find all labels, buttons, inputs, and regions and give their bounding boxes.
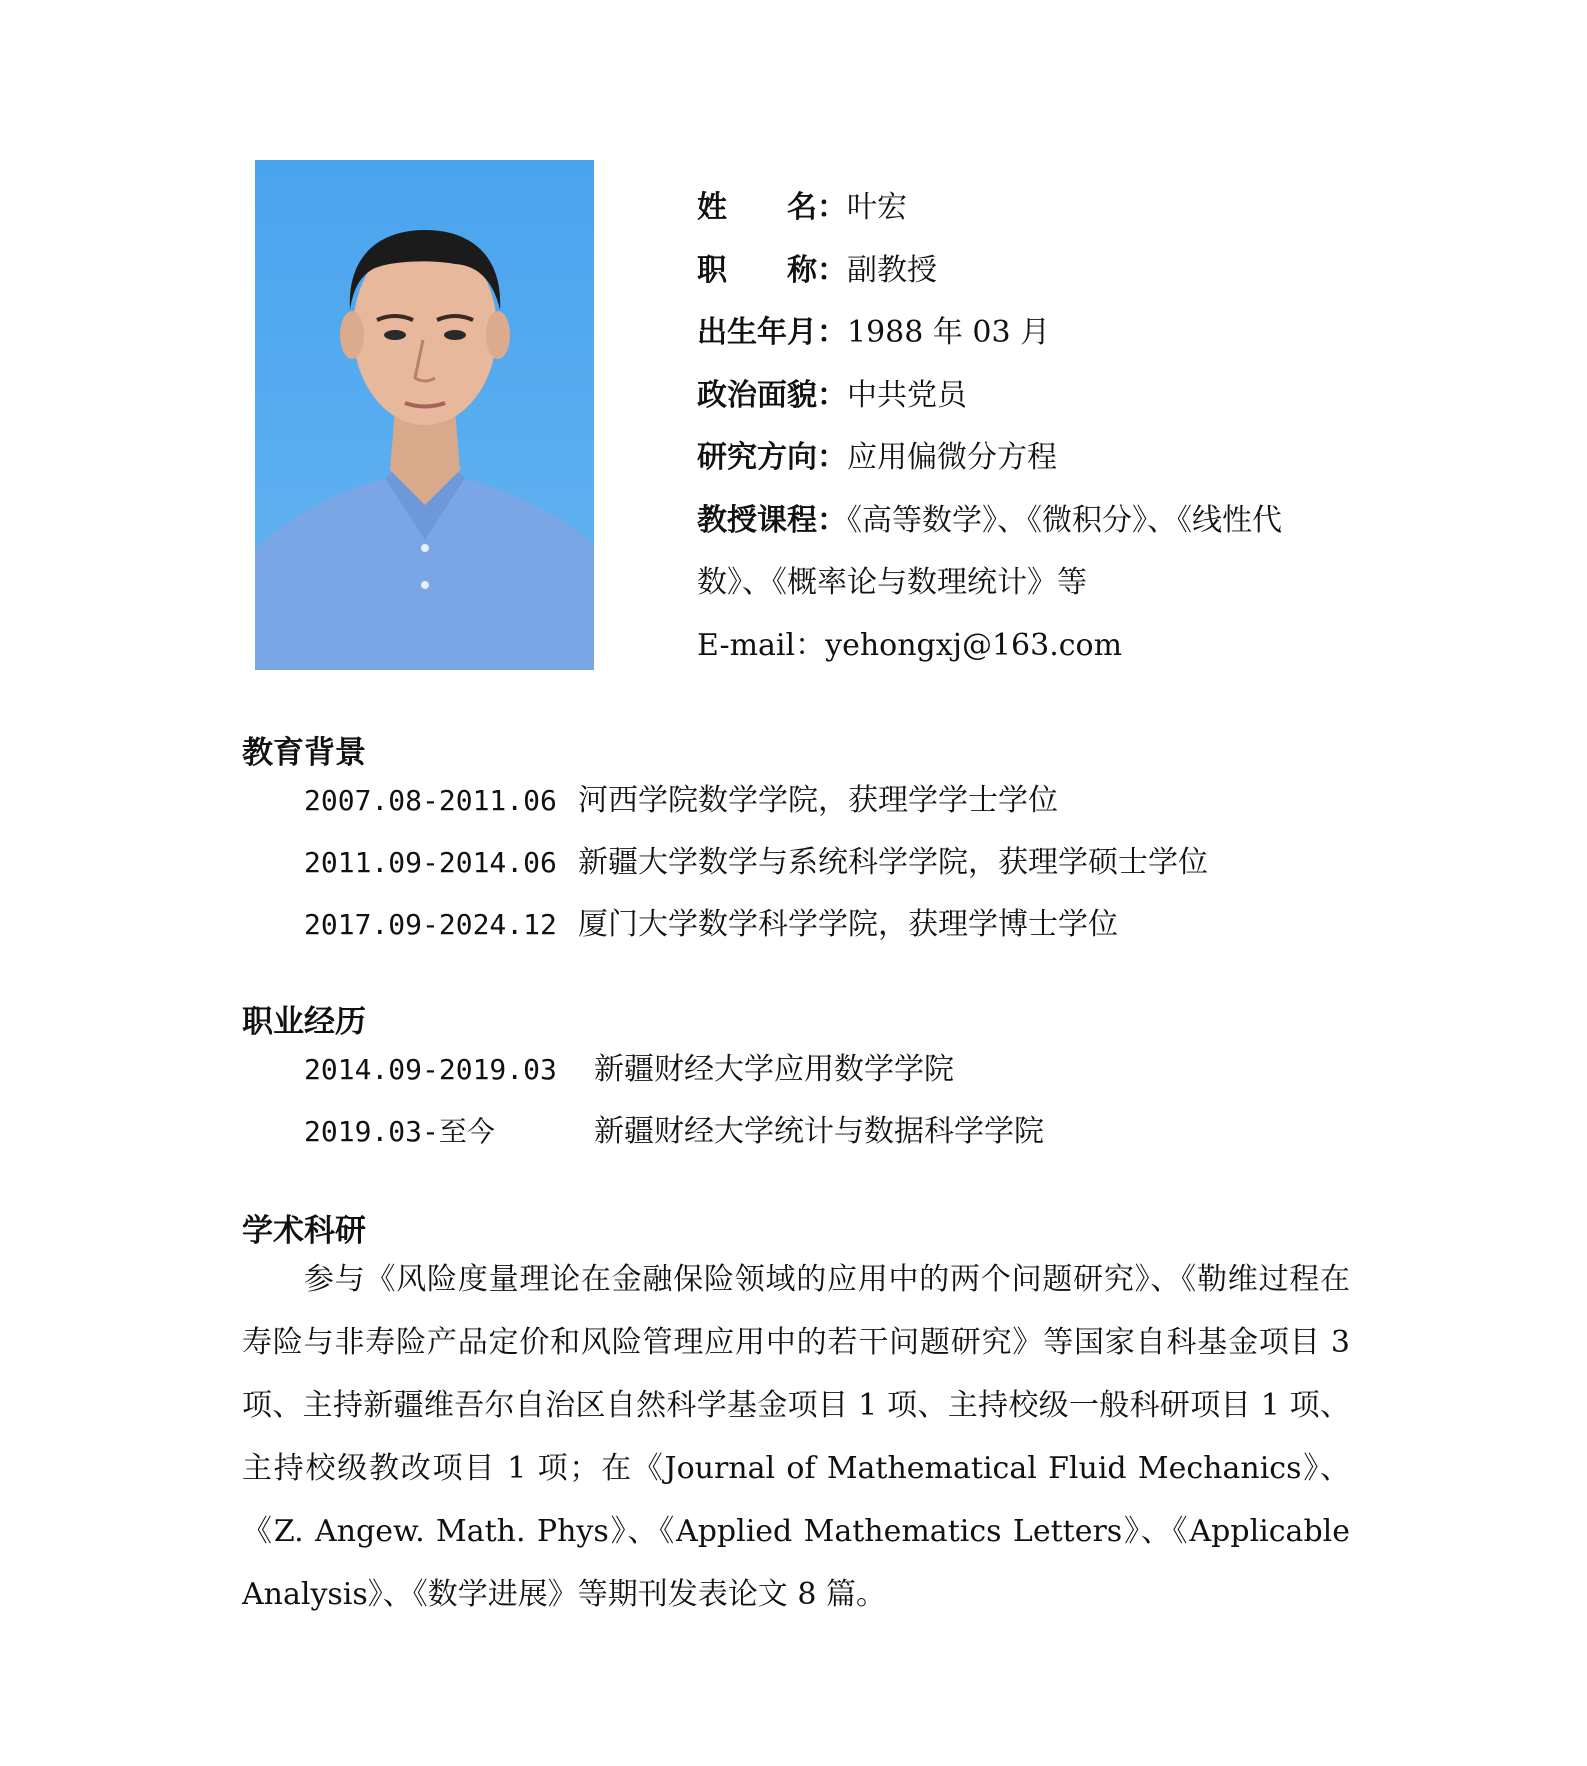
political-row	[697, 365, 1337, 428]
career-heading: 职业经历	[242, 1004, 366, 1040]
title-label-a: 职	[697, 252, 727, 288]
career-item	[304, 1101, 1044, 1163]
name-label-b: 名：	[787, 190, 847, 225]
name-label-a: 姓	[697, 190, 727, 225]
courses-label: 教授课程：	[697, 502, 847, 538]
research-heading: 学术科研	[242, 1213, 366, 1249]
person-portrait-icon	[255, 160, 594, 670]
career-item	[304, 1039, 954, 1101]
career-text: 新疆财经大学统计与数据科学学院	[594, 1114, 1044, 1149]
birth-label: 出生年月：	[697, 315, 847, 350]
name-row	[697, 177, 1337, 240]
education-item	[304, 894, 1118, 956]
name-value: 叶宏	[847, 190, 907, 225]
career-dates: 2019.03-至今	[304, 1115, 495, 1148]
email-value[interactable]: yehongxj@163.com	[825, 627, 1123, 663]
political-value: 中共党员	[847, 377, 967, 413]
title-row	[697, 240, 1337, 303]
education-item	[304, 832, 1208, 894]
email-label: E-mail：	[697, 627, 826, 663]
title-label-b: 称：	[787, 252, 847, 288]
email-row	[697, 615, 1337, 678]
birth-value: 1988 年 03 月	[847, 315, 1051, 350]
research-direction-row	[697, 427, 1337, 490]
education-dates: 2011.09-2014.06	[304, 846, 557, 879]
education-dates: 2007.08-2011.06	[304, 784, 557, 817]
courses-value: 《高等数学》、《微积分》、《线性代数》、《概率论与数理统计》等	[697, 502, 1282, 600]
education-heading: 教育背景	[242, 735, 366, 771]
education-text: 厦门大学数学科学学院，获理学博士学位	[578, 907, 1118, 942]
education-dates: 2017.09-2024.12	[304, 908, 557, 941]
political-label: 政治面貌：	[697, 377, 847, 413]
research-direction-label: 研究方向：	[697, 440, 847, 475]
portrait-photo	[255, 160, 594, 670]
education-text: 河西学院数学学院，获理学学士学位	[578, 783, 1058, 818]
career-dates: 2014.09-2019.03	[304, 1053, 557, 1086]
title-value: 副教授	[847, 252, 937, 288]
birth-row	[697, 302, 1337, 365]
education-text: 新疆大学数学与系统科学学院，获理学硕士学位	[578, 845, 1208, 880]
research-direction-value: 应用偏微分方程	[847, 440, 1057, 475]
courses-row	[697, 490, 1337, 615]
profile-info	[697, 177, 1337, 677]
education-item	[304, 770, 1058, 832]
research-body: 参与《风险度量理论在金融保险领域的应用中的两个问题研究》、《勒维过程在寿险与非寿险产品定价和风险管理应用中的若干问题研究》等国家自科基金项目 3 项、主持新疆维吾尔自治区自然科学基金项目 1 项、主持校级一般科研项目 1 项、主持校级教改项目 1 项；在《Journal of Mathematical Fluid Mechanics》、《Z. Angew. Math. Phys》、《Applied Mathematics Letters》、《Applicable Analysis》、《数学进展》等期刊发表论文 8 篇。	[242, 1262, 1350, 1612]
career-text: 新疆财经大学应用数学学院	[594, 1052, 954, 1087]
